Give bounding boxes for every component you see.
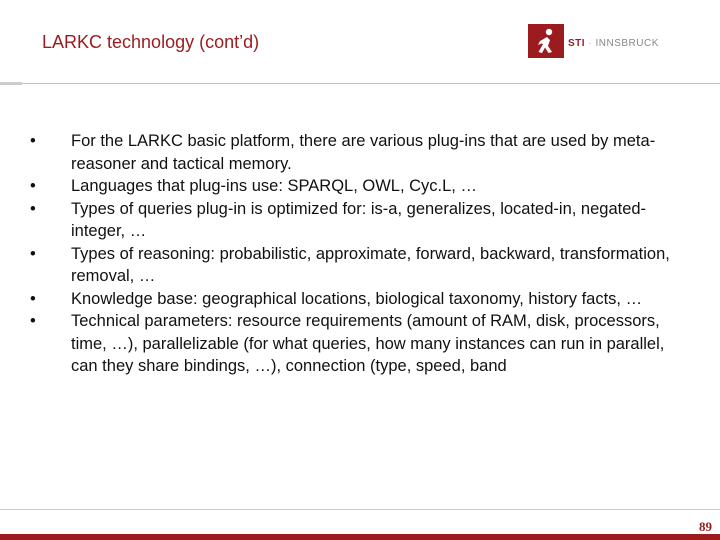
- bullet-text: Technical parameters: resource requirements (amount of RAM, disk, processors, time, …), parallelizable (for what queries, how many instances can run in parallel, can they share bindings, …), connection (type, speed, band: [71, 312, 665, 375]
- bullet-marker: •: [30, 132, 36, 150]
- sti-figure-icon: [528, 24, 564, 58]
- bullet-item: [30, 198, 680, 243]
- bullet-marker: •: [30, 199, 36, 218]
- bullet-marker: •: [30, 312, 36, 330]
- bullet-item: [30, 175, 680, 198]
- bullet-item: [30, 130, 680, 175]
- bullet-item: [30, 288, 680, 311]
- header-divider-accent: [0, 82, 22, 85]
- logo-text-innsbruck: INNSBRUCK: [595, 38, 659, 49]
- bullet-list: [30, 130, 680, 378]
- logo-text-sti: STI: [568, 38, 586, 49]
- footer-divider: [0, 509, 720, 510]
- bullet-marker: •: [30, 244, 36, 263]
- bullet-text: Types of reasoning: probabilistic, approximate, forward, backward, transformation, removal, …: [71, 244, 670, 285]
- bullet-text: Languages that plug-ins use: SPARQL, OWL, Cyc.L, …: [71, 177, 477, 195]
- slide-title: LARKC technology (cont’d): [42, 32, 260, 52]
- bullet-text: Knowledge base: geographical locations, biological taxonomy, history facts, …: [71, 289, 643, 308]
- bullet-item: [30, 243, 680, 288]
- footer-bar: [0, 534, 720, 540]
- header-divider: [0, 83, 720, 84]
- bullet-text: For the LARKC basic platform, there are various plug-ins that are used by meta-reasoner and tactical memory.: [71, 132, 656, 173]
- logo-mark: [528, 24, 564, 58]
- page-number: 89: [699, 519, 712, 534]
- logo-separator: ·: [588, 38, 593, 49]
- bullet-item: [30, 310, 680, 378]
- bullet-text: Types of queries plug-in is optimized for: is-a, generalizes, located-in, negated-integer, …: [71, 199, 647, 240]
- bullet-marker: •: [30, 177, 36, 195]
- bullet-marker: •: [30, 289, 36, 308]
- logo-wordmark: [568, 38, 659, 49]
- sti-innsbruck-logo: [528, 24, 678, 60]
